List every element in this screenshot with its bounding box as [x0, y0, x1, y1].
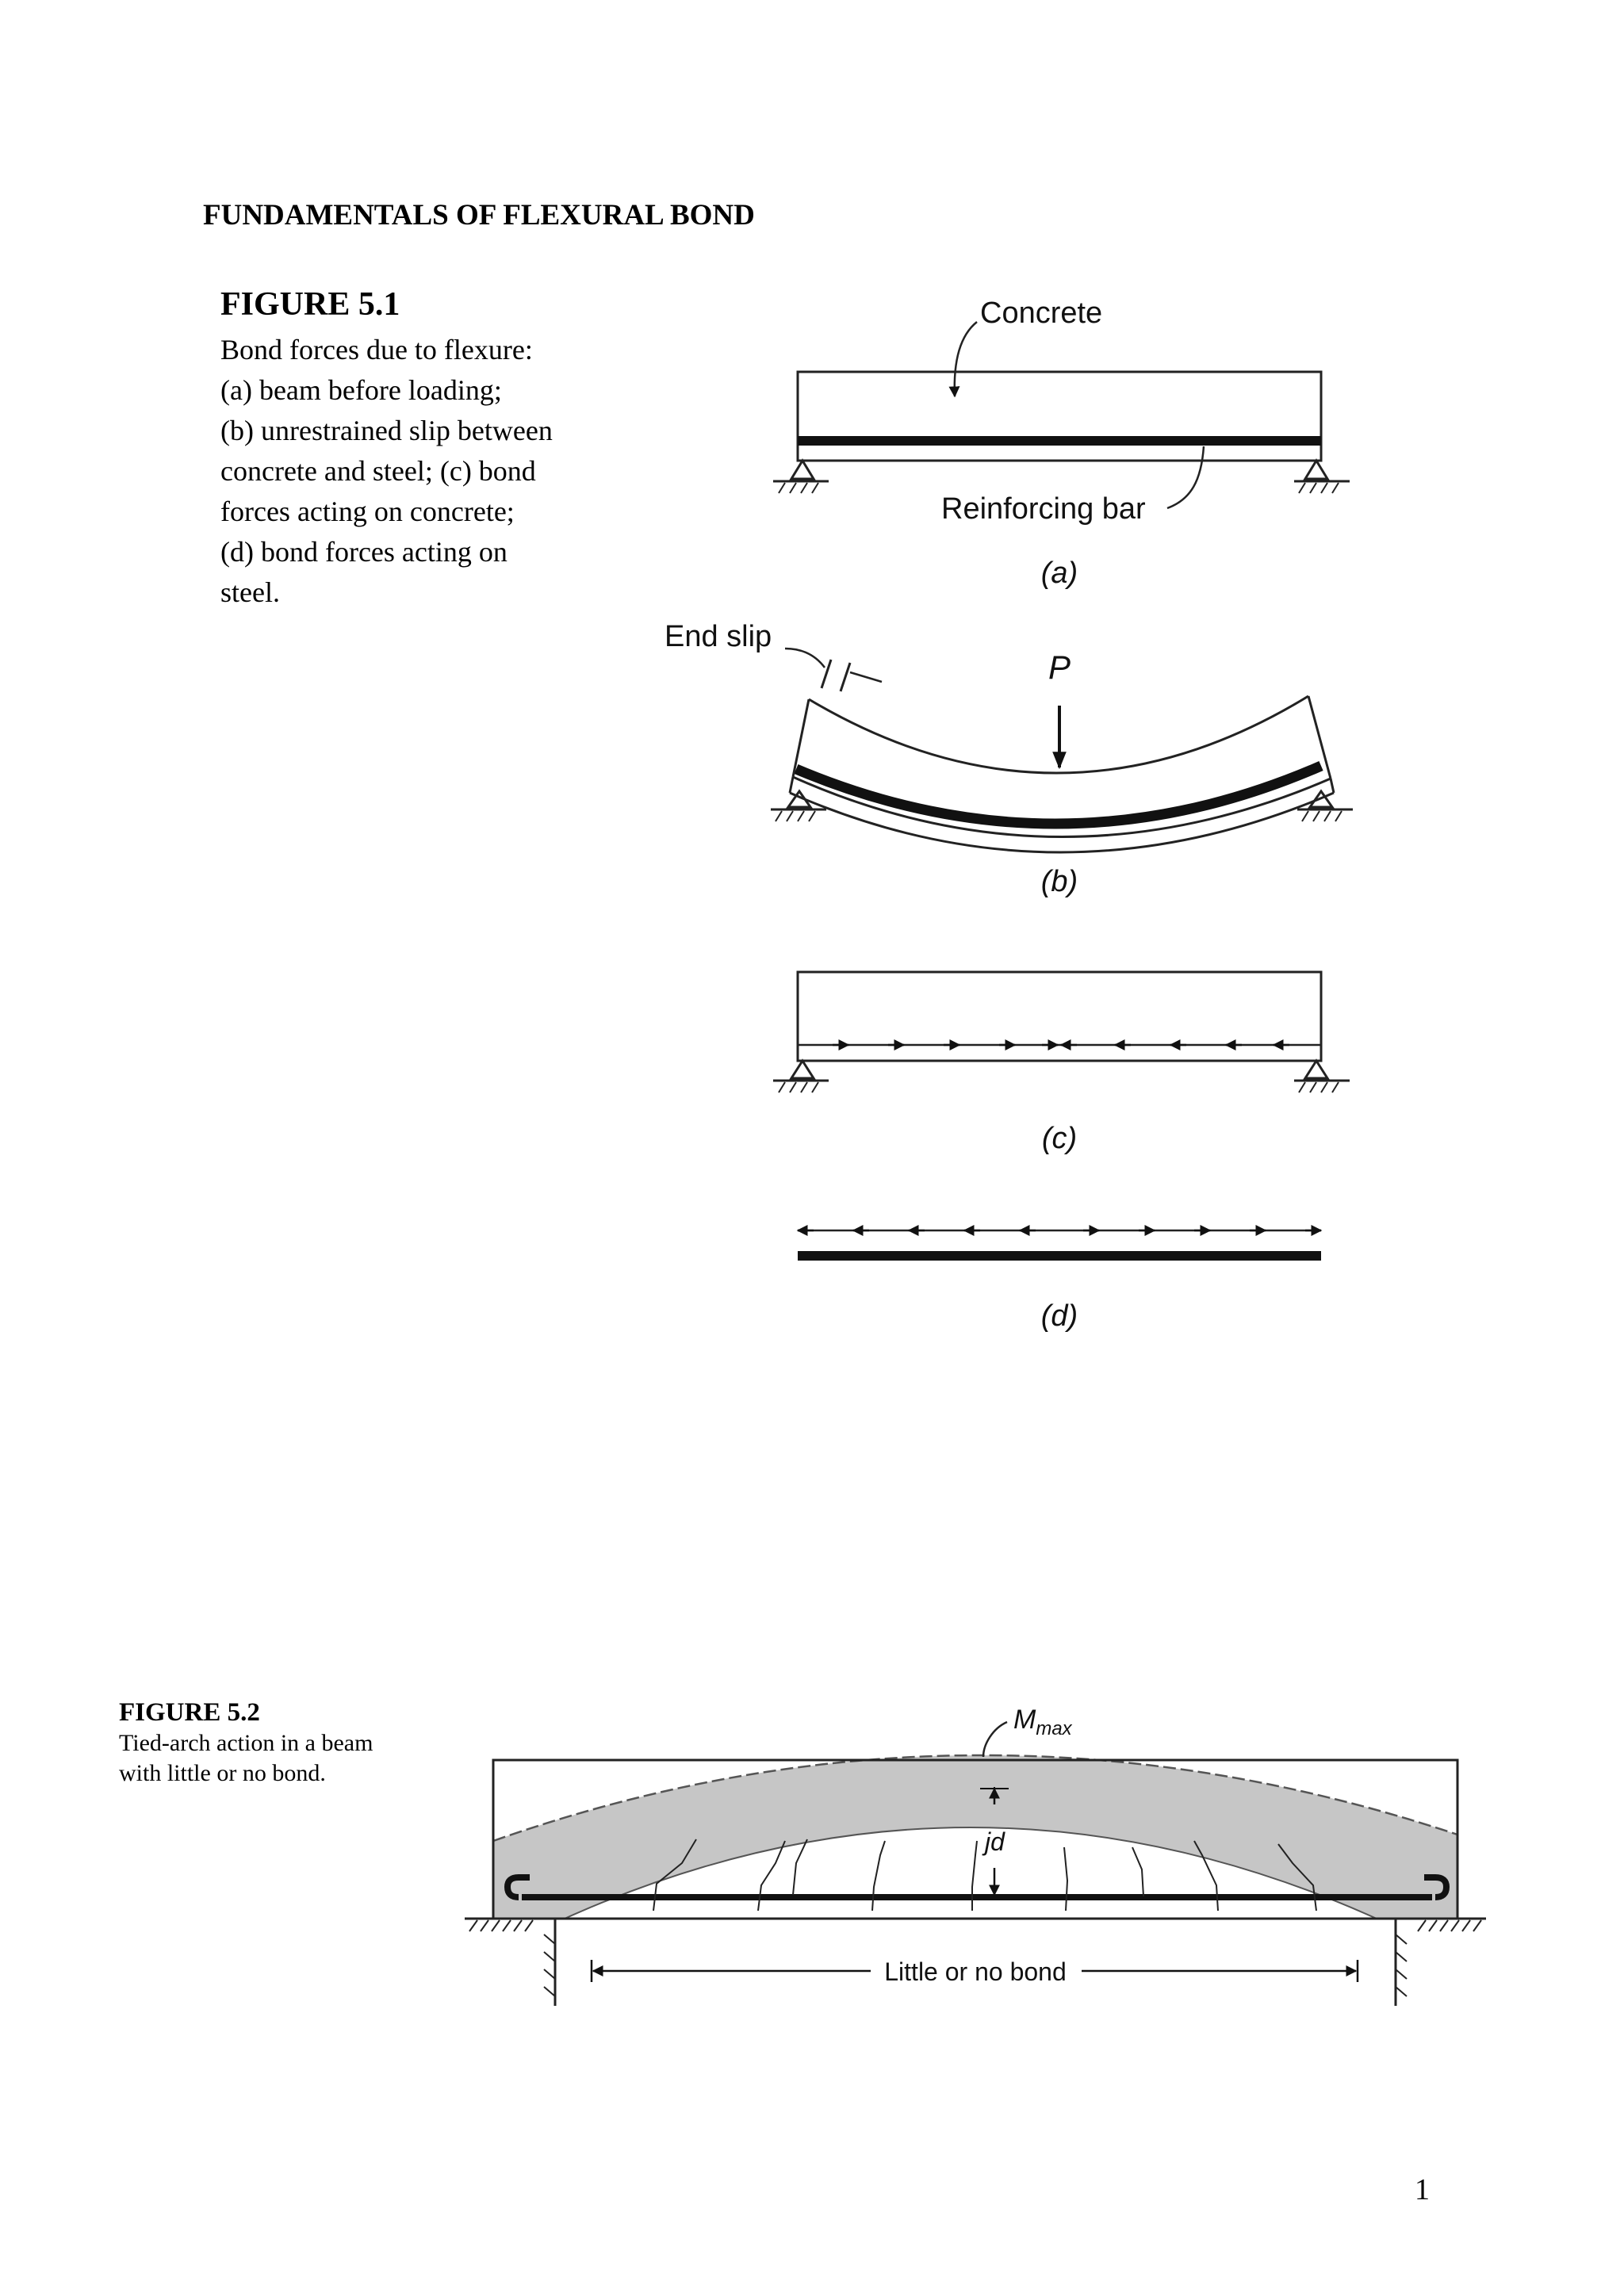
m-max-label: $M_{max}$: [1013, 1705, 1072, 1739]
load-label: P: [1048, 649, 1071, 686]
caption-line: Bond forces due to flexure:: [220, 334, 533, 365]
concrete-leader: [955, 322, 977, 396]
panel-a-label: (a): [1040, 557, 1078, 590]
figure-5-2-label: FIGURE 5.2: [119, 1698, 260, 1727]
caption-line: with little or no bond.: [119, 1760, 326, 1786]
m-max-leader: [983, 1722, 1007, 1757]
panel-d-bond-on-steel: [798, 1230, 1321, 1261]
caption-line: (a) beam before loading;: [220, 374, 502, 406]
caption-line: concrete and steel; (c) bond: [220, 455, 536, 487]
little-bond-label: Little or no bond: [884, 1957, 1067, 1986]
figure-5-1-label: FIGURE 5.1: [220, 286, 400, 323]
panel-a-beam: [773, 322, 1350, 508]
panel-b-label: (b): [1040, 865, 1078, 898]
end-slip-label: End slip: [665, 620, 772, 653]
caption-line: (b) unrestrained slip between: [220, 415, 553, 446]
panel-d-label: (d): [1040, 1299, 1078, 1333]
page-title: FUNDAMENTALS OF FLEXURAL BOND: [203, 199, 755, 232]
page-number: 1: [1415, 2173, 1430, 2206]
caption-line: forces acting on concrete;: [220, 496, 515, 527]
reinforcing-bar-label: Reinforcing bar: [941, 492, 1146, 526]
panel-c-bond-on-concrete: [773, 972, 1350, 1093]
support-left: [773, 461, 829, 493]
caption-line: (d) bond forces acting on: [220, 536, 508, 568]
concrete-label: Concrete: [980, 297, 1103, 330]
support-right: [1294, 461, 1350, 493]
end-slip-leader: [785, 649, 825, 668]
end-slip-arrow: [850, 672, 882, 682]
caption-line: steel.: [220, 576, 280, 608]
panel-c-label: (c): [1041, 1122, 1078, 1155]
bar-leader: [1167, 446, 1204, 508]
jd-label: jd: [985, 1827, 1005, 1856]
caption-line: Tied-arch action in a beam: [119, 1730, 373, 1756]
